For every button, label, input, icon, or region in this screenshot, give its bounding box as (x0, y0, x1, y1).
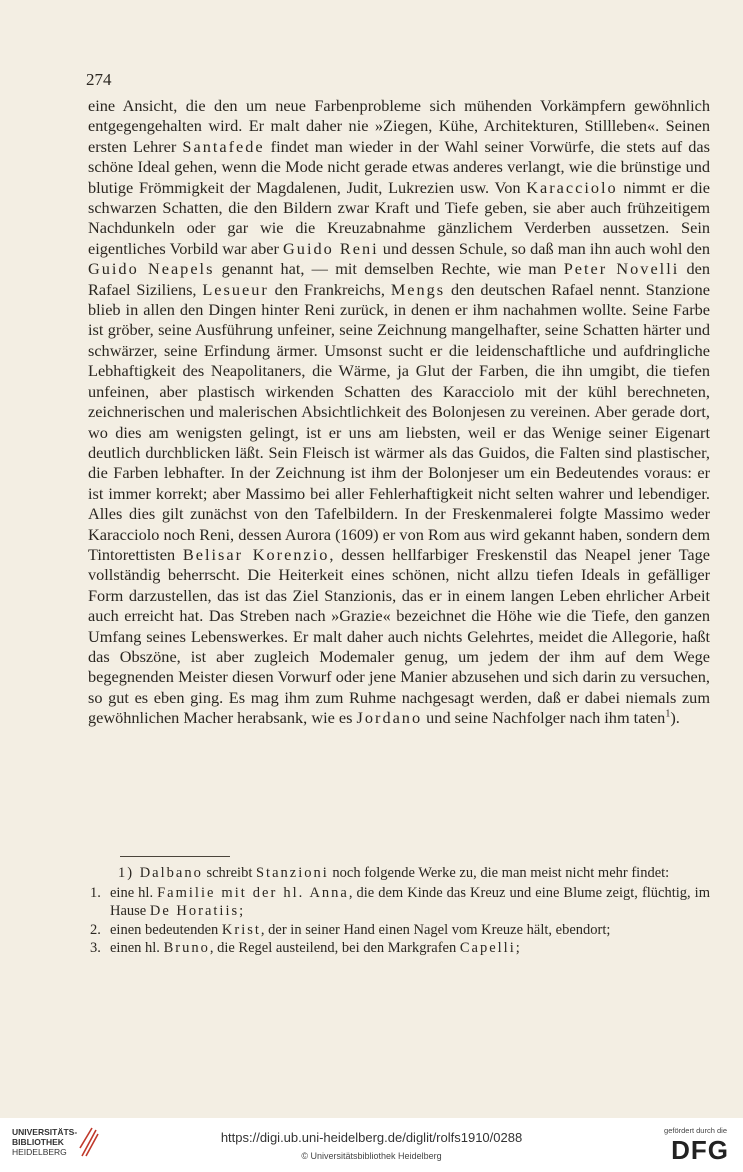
copyright: © Universitätsbibliothek Heidelberg (301, 1151, 442, 1161)
spaced-name: Santafede (182, 136, 265, 156)
library-line-2: BIBLIOTHEK (12, 1137, 64, 1147)
spaced-name: Guido Reni (283, 238, 379, 258)
footnote-item (88, 921, 710, 939)
text-run: einen hl. (110, 939, 164, 956)
page-number: 274 (86, 70, 112, 89)
text-run: nimmt er die schwarzen Schatten, die den Bildern zwar Kraft und Tiefe geben, sie aber auch frühzeitigem Nachdunkeln oder gar wie die Kreuzabnahme gänzlichem Verderben aussetzen. Sein eigentliches Vorbild war aber (88, 177, 710, 258)
footnote-item (88, 939, 710, 957)
spaced-name: Familie mit der hl. Anna (157, 885, 349, 902)
spaced-name: Belisar Korenzio (182, 544, 330, 564)
text-run: und seine Nachfolger nach ihm taten (422, 708, 666, 728)
text-run: findet man wieder in der Wahl seiner Vorwürfe, die stets auf das schöne Ideal gehen, wenn die Mode nicht gerade etwas anderes verlangt, wie die brünstige und blutige Frömmigkeit der Magdalenen, Judit, Lukrezien usw. Von (88, 136, 710, 197)
paragraph (88, 96, 710, 729)
spaced-name: Lesueur (202, 279, 269, 299)
spaced-name: Guido Neapels (88, 259, 215, 279)
text-run: ). (670, 708, 680, 728)
footnote-item-number: 2. (90, 921, 101, 938)
spaced-name: Mengs (390, 279, 446, 299)
text-run: , dessen hellfarbiger Freskenstil das Neapel jener Tage vollständig beherrscht. Die Heiterkeit eines schönen, nicht allzu tiefen Ideals in gefälliger Form darzustellen, das ist das Ziel Stanzionis, das er in einem langen Leben ehrlicher Arbeit auch erreicht hat. Das Streben nach »Grazie« bezeichnet die Höhe wie die Tiefe, den ganzen Umfang seines Lebenswerkes. Er malt daher auch nichts Gelehrtes, meidet die Allegorie, haßt das Obszöne, ist aber zugleich Modemaler genug, um jedem der ihm auf dem Wege begegnenden Meister diesen Vorwurf oder jene Manier abzusehen und sich darin zu versuchen, so gut es eben ging. Es mag ihm zum Ruhme nachgesagt werden, daß er dabei niemals zum gewöhnlichen Macher herabsank, wie es (88, 544, 711, 728)
footer-bar (0, 1118, 743, 1172)
text-run: einen bedeutenden (110, 921, 222, 938)
spaced-name: De Horatiis (149, 903, 240, 920)
text-run: ; (239, 903, 244, 920)
spaced-name: 1) Dalbano (118, 865, 203, 881)
funding-caption: gefördert durch die (664, 1126, 727, 1135)
footnote-item-number: 1. (90, 885, 101, 902)
footnote-ref: 1 (665, 708, 671, 720)
text-run: den deutschen Rafael nennt. Stanzione blieb in allen den Dingen hinter Reni zurück, in denen er ihm nachahmen wollte. Seine Farbe ist gröber, seine Ausführung unfeiner, seine Zeichnung mangelhafter, seine Schatten härter und schwärzer, seine Erfindung ärmer. Umsonst sucht er die leidenschaftliche und aufdringliche Lebhaftigkeit des Neapolitaners, die Wärme, ja Glut der Farben, die ihn umgibt, die tiefen unfeinen, aber plastisch wirkenden Schatten des Karacciolo mit der kühl berechneten, zeichnerischen und malerischen Absichtlichkeit des Bolonjesen zu vereinen. Aber gerade dort, wo dies am wenigsten gelingt, ist er uns am liebsten, weil er das Wenige seiner Eigenart deutlich durchblicken läßt. Sein Fleisch ist wärmer als das Guidos, die Falten sind plastischer, die Farben lebhafter. In der Zeichnung ist ihm der Bolonjeser um ein Bedeutendes voraus: er ist immer korrekt; aber Massimo bei aller Fehlerhaftigkeit nicht selten wahrer und lebendiger. Alles dies gilt zunächst von den Tafelbildern. In der Freskenmalerei folgte Massimo weder Karacciolo noch Reni, dessen Aurora (1609) er von Rom aus wird gekannt haben, sondern dem Tintorettisten (88, 279, 710, 564)
text-run: , der in seiner Hand einen Nagel vom Kreuze hält, ebendort; (260, 921, 611, 938)
main-text (88, 96, 710, 729)
text-run: eine Ansicht, die den um neue Farbenprobleme sich mühenden Vorkämpfern gewöhnlich entgegengehalten wird. Er malt daher nie »Ziegen, Kühe, Architekturen, Stillleben«. Seinen ersten Lehrer (88, 96, 710, 156)
spaced-name: Krist (221, 921, 261, 938)
footnote-item-number: 3. (90, 939, 101, 956)
text-run: noch folgende Werke zu, die man meist nicht mehr findet: (328, 865, 670, 881)
text-run: schreibt (202, 865, 256, 881)
spaced-name: Karacciolo (526, 177, 618, 197)
text-run: , die dem Kinde das Kreuz und eine Blume zeigt, flüchtig, im Hause (110, 885, 710, 920)
footnotes (88, 864, 710, 957)
footnote-intro (88, 864, 710, 882)
spaced-name: Peter Novelli (563, 259, 680, 279)
spaced-name: Stanzioni (255, 865, 329, 881)
footnote-divider (120, 856, 230, 857)
library-line-3: HEIDELBERG (12, 1147, 67, 1157)
spaced-name: Jordano (356, 708, 423, 728)
footnote-item (88, 884, 710, 920)
library-line-1: UNIVERSITÄTS- (12, 1127, 78, 1137)
text-run: eine hl. (110, 885, 158, 902)
permalink[interactable]: https://digi.ub.uni-heidelberg.de/diglit/rolfs1910/0288 (220, 1130, 523, 1145)
text-run: den Rafael Siziliens, (88, 259, 711, 299)
spaced-name: Capelli (459, 939, 516, 956)
text-run: genannt hat, — mit demselben Rechte, wie man (214, 259, 564, 279)
text-run: den Frankreichs, (268, 279, 391, 299)
text-run: ; (515, 939, 520, 956)
footnote-list (88, 884, 710, 957)
spaced-name: Bruno (163, 939, 210, 956)
dfg-logo: DFG (671, 1135, 729, 1165)
text-run: , die Regel austeilend, bei den Markgrafen (209, 939, 460, 956)
text-run: und dessen Schule, so daß man ihn auch wohl den (378, 238, 710, 258)
